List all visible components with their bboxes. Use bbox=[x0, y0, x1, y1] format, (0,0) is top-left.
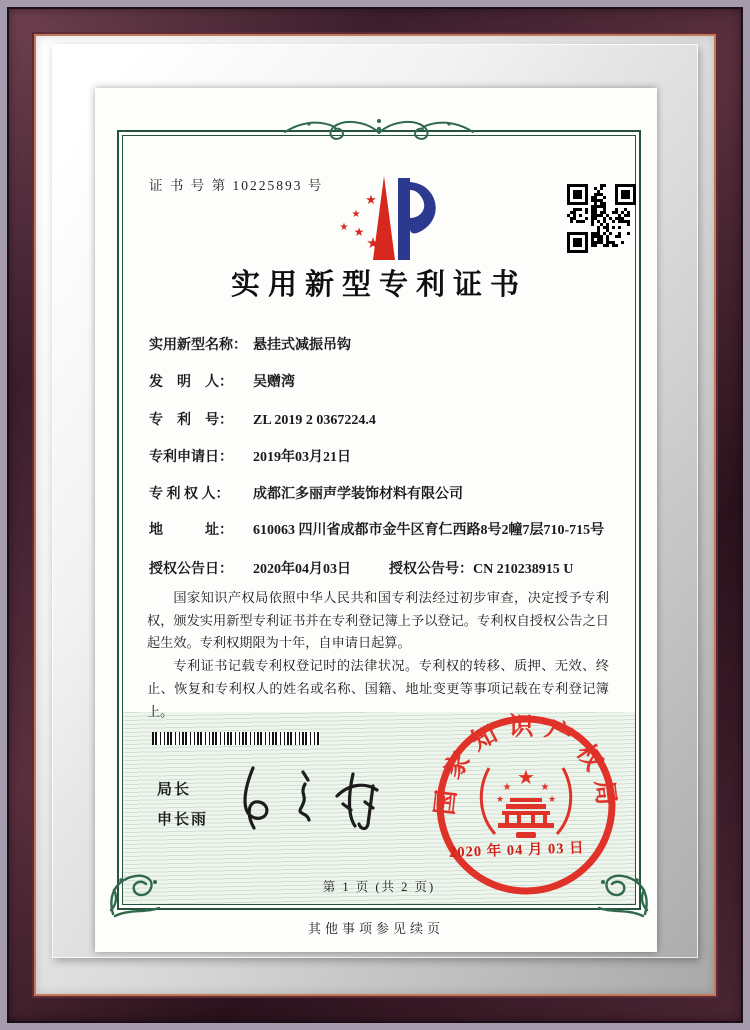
field-value: 2020年04月03日 bbox=[253, 562, 351, 577]
cnipa-patent-logo-icon bbox=[331, 172, 443, 264]
svg-text:★: ★ bbox=[353, 225, 365, 239]
field-value: ZL 2019 2 0367224.4 bbox=[253, 413, 376, 428]
field-row-inventor bbox=[149, 373, 645, 393]
field-row-grant bbox=[149, 560, 573, 580]
svg-text:★: ★ bbox=[339, 222, 349, 233]
certificate-title: 实用新型专利证书 bbox=[230, 269, 527, 301]
field-label: 实用新型名称： bbox=[149, 338, 247, 353]
svg-text:★: ★ bbox=[547, 795, 557, 805]
director-title: 局长 bbox=[157, 782, 192, 798]
legal-paragraph: 国家知识产权局依照中华人民共和国专利法经过初步审查，决定授予专利权，颁发实用新型专利证书并在专利登记簿上予以登记。专利权自授权公告之日起生效。专利权期限为十年，自申请日起算。 bbox=[147, 590, 609, 651]
svg-text:★: ★ bbox=[540, 782, 550, 793]
certificate-paper bbox=[95, 88, 657, 952]
field-row-address bbox=[149, 521, 645, 541]
field-value: 成都汇多丽声学装饰材料有限公司 bbox=[253, 487, 463, 502]
certificate-border bbox=[117, 130, 641, 910]
svg-text:★: ★ bbox=[365, 193, 377, 208]
field-label: 地 址： bbox=[149, 523, 233, 538]
certificate-number: 证 书 号 第 10225893 号 bbox=[149, 178, 324, 193]
footer-note: 其他事项参见续页 bbox=[307, 921, 444, 936]
director-name: 申长雨 bbox=[157, 812, 209, 828]
field-value: 悬挂式减振吊钩 bbox=[253, 338, 351, 353]
svg-text:★: ★ bbox=[366, 234, 380, 252]
svg-text:★: ★ bbox=[495, 795, 505, 805]
field-label: 专 利 权 人： bbox=[149, 487, 230, 502]
field-value: 吴赠湾 bbox=[253, 375, 295, 390]
field-label: 授权公告日： bbox=[149, 562, 233, 577]
field-value: CN 210238915 U bbox=[473, 562, 574, 577]
svg-text:★: ★ bbox=[502, 782, 512, 793]
seal-ring-text: 国家知识产权局 bbox=[431, 713, 621, 817]
top-flourish-icon bbox=[279, 115, 479, 149]
svg-text:★: ★ bbox=[517, 765, 535, 789]
svg-text:★: ★ bbox=[351, 209, 361, 220]
legal-paragraph: 专利证书记载专利权登记时的法律状况。专利权的转移、质押、无效、终止、恢复和专利权人的姓名或名称、国籍、地址变更等事项记载在专利登记簿上。 bbox=[147, 658, 609, 719]
field-label: 专 利 号： bbox=[149, 413, 233, 428]
field-row-filing-date bbox=[149, 448, 645, 468]
official-seal-icon bbox=[431, 710, 621, 900]
page-number: 第 1 页 (共 2 页) bbox=[322, 880, 436, 894]
field-label: 发 明 人： bbox=[149, 375, 233, 390]
field-value: 610063 四川省成都市金牛区育仁西路8号2幢7层710-715号 bbox=[253, 523, 605, 538]
field-label: 授权公告号： bbox=[389, 562, 473, 577]
barcode bbox=[152, 732, 320, 745]
legal-text bbox=[147, 587, 609, 723]
national-emblem-icon bbox=[496, 765, 556, 838]
signature-icon bbox=[219, 758, 399, 838]
field-label: 专利申请日： bbox=[149, 450, 233, 465]
field-row-patent-no bbox=[149, 411, 645, 431]
field-row-patentee bbox=[149, 485, 645, 505]
field-row-name bbox=[149, 336, 645, 356]
seal-date: 2020 年 04 月 03 日 bbox=[448, 840, 585, 861]
field-value: 2019年03月21日 bbox=[253, 450, 351, 465]
qr-code bbox=[567, 184, 630, 247]
